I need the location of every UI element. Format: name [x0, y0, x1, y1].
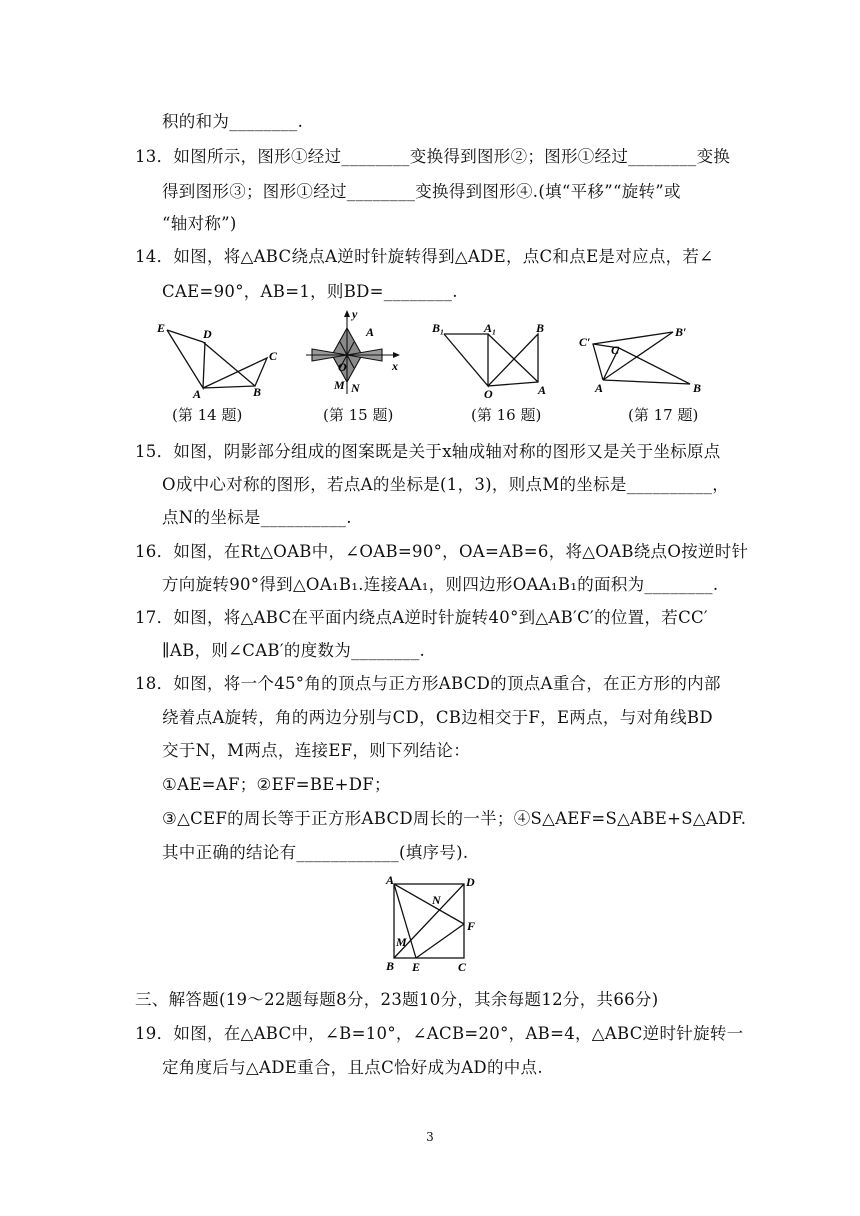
f17-label-a: A: [595, 381, 604, 395]
f17-label-b-prime: B′: [675, 325, 687, 339]
page-number: 3: [426, 1130, 434, 1144]
f18-label-n: N: [432, 893, 441, 907]
f16-label-a1: A₁: [484, 321, 497, 335]
q15-line1: 15．如图，阴影部分组成的图案既是关于x轴成轴对称的图形又是关于坐标原点: [135, 442, 721, 461]
f14-label-b: B: [253, 385, 262, 399]
figure-18: [382, 874, 482, 976]
q13-line3: “轴对称”): [162, 214, 237, 233]
figure-15: [300, 308, 410, 398]
q14-line1: 14．如图，将△ABC绕点A逆时针旋转得到△ADE，点C和点E是对应点，若∠: [135, 247, 714, 266]
f18-label-c: C: [458, 960, 467, 974]
q19-line1: 19．如图，在△ABC中，∠B=10°，∠ACB=20°，AB=4，△ABC逆时针旋转一: [135, 1024, 744, 1043]
f17-label-c-prime: C′: [579, 335, 591, 349]
figure-14: [155, 318, 285, 400]
f14-label-c: C: [269, 349, 278, 363]
q13-line1: 13．如图所示，图形①经过________变换得到图形②；图形①经过________变换: [135, 147, 731, 166]
figure-17: [575, 318, 715, 402]
f16-label-b1: B₁: [432, 321, 445, 335]
caption-fig-17: (第 17 题): [628, 406, 699, 424]
q13-line2: 得到图形③；图形①经过________变换得到图形④.(填“平移”“旋转”或: [162, 182, 681, 201]
q15-line3: 点N的坐标是__________.: [162, 508, 352, 527]
q18-line-answer: 其中正确的结论有____________(填序号).: [162, 843, 469, 862]
f18-label-e: E: [412, 960, 421, 974]
f18-label-m: M: [396, 935, 407, 949]
f16-label-b: B: [536, 321, 545, 335]
f16-label-o: O: [484, 387, 493, 401]
caption-fig-15: (第 15 题): [323, 406, 394, 424]
q17-line1: 17．如图，将△ABC在平面内绕点A逆时针旋转40°到△AB′C′的位置，若CC′: [135, 608, 708, 627]
f18-label-d: D: [466, 875, 475, 889]
f15-label-a: A: [366, 325, 375, 339]
f15-label-n: N: [351, 381, 360, 395]
f15-label-y: y: [352, 308, 358, 321]
q18-conclusions-2: ③△CEF的周长等于正方形ABCD周长的一半；④S△AEF=S△ABE+S△ADF.: [162, 809, 747, 828]
f15-label-m: M: [334, 378, 345, 392]
q14-line2: CAE=90°，AB=1，则BD=________.: [162, 282, 458, 301]
q19-line2: 定角度后与△ADE重合，且点C恰好成为AD的中点.: [162, 1058, 543, 1077]
q18-line1: 18．如图，将一个45°角的顶点与正方形ABCD的顶点A重合，在正方形的内部: [135, 674, 721, 693]
q16-line2: 方向旋转90°得到△OA₁B₁.连接AA₁，则四边形OAA₁B₁的面积为________.: [162, 575, 719, 594]
f18-label-b: B: [386, 959, 395, 973]
q18-line3: 交于N，M两点，连接EF，则下列结论：: [162, 741, 471, 760]
f17-label-b: B: [693, 381, 702, 395]
q15-line2: O成中心对称的图形，若点A的坐标是(1，3)，则点M的坐标是__________，: [162, 475, 730, 494]
q18-line2: 绕着点A旋转，角的两边分别与CD，CB边相交于F，E两点，与对角线BD: [162, 708, 713, 727]
f17-label-c: C: [611, 343, 620, 357]
q17-line2: ∥AB，则∠CAB′的度数为________.: [162, 641, 426, 660]
caption-fig-14: (第 14 题): [172, 406, 243, 424]
q16-line1: 16．如图，在Rt△OAB中，∠OAB=90°，OA=AB=6，将△OAB绕点O按逆时针: [135, 542, 749, 561]
f18-label-f: F: [467, 919, 476, 933]
f14-label-e: E: [157, 321, 166, 335]
f15-label-o: O: [338, 360, 347, 374]
section-3-heading: 三、解答题(19～22题每题8分，23题10分，其余每题12分，共66分): [135, 990, 659, 1009]
q12-continuation: 积的和为________.: [162, 112, 304, 131]
figure-16: [428, 318, 553, 402]
f14-label-a: A: [193, 387, 202, 400]
f18-label-a: A: [386, 874, 395, 887]
f16-label-a: A: [538, 383, 547, 397]
f14-label-d: D: [203, 327, 212, 341]
f15-label-x: x: [392, 359, 398, 373]
q18-conclusions-1: ①AE=AF；②EF=BE+DF；: [162, 775, 391, 794]
caption-fig-16: (第 16 题): [471, 406, 542, 424]
